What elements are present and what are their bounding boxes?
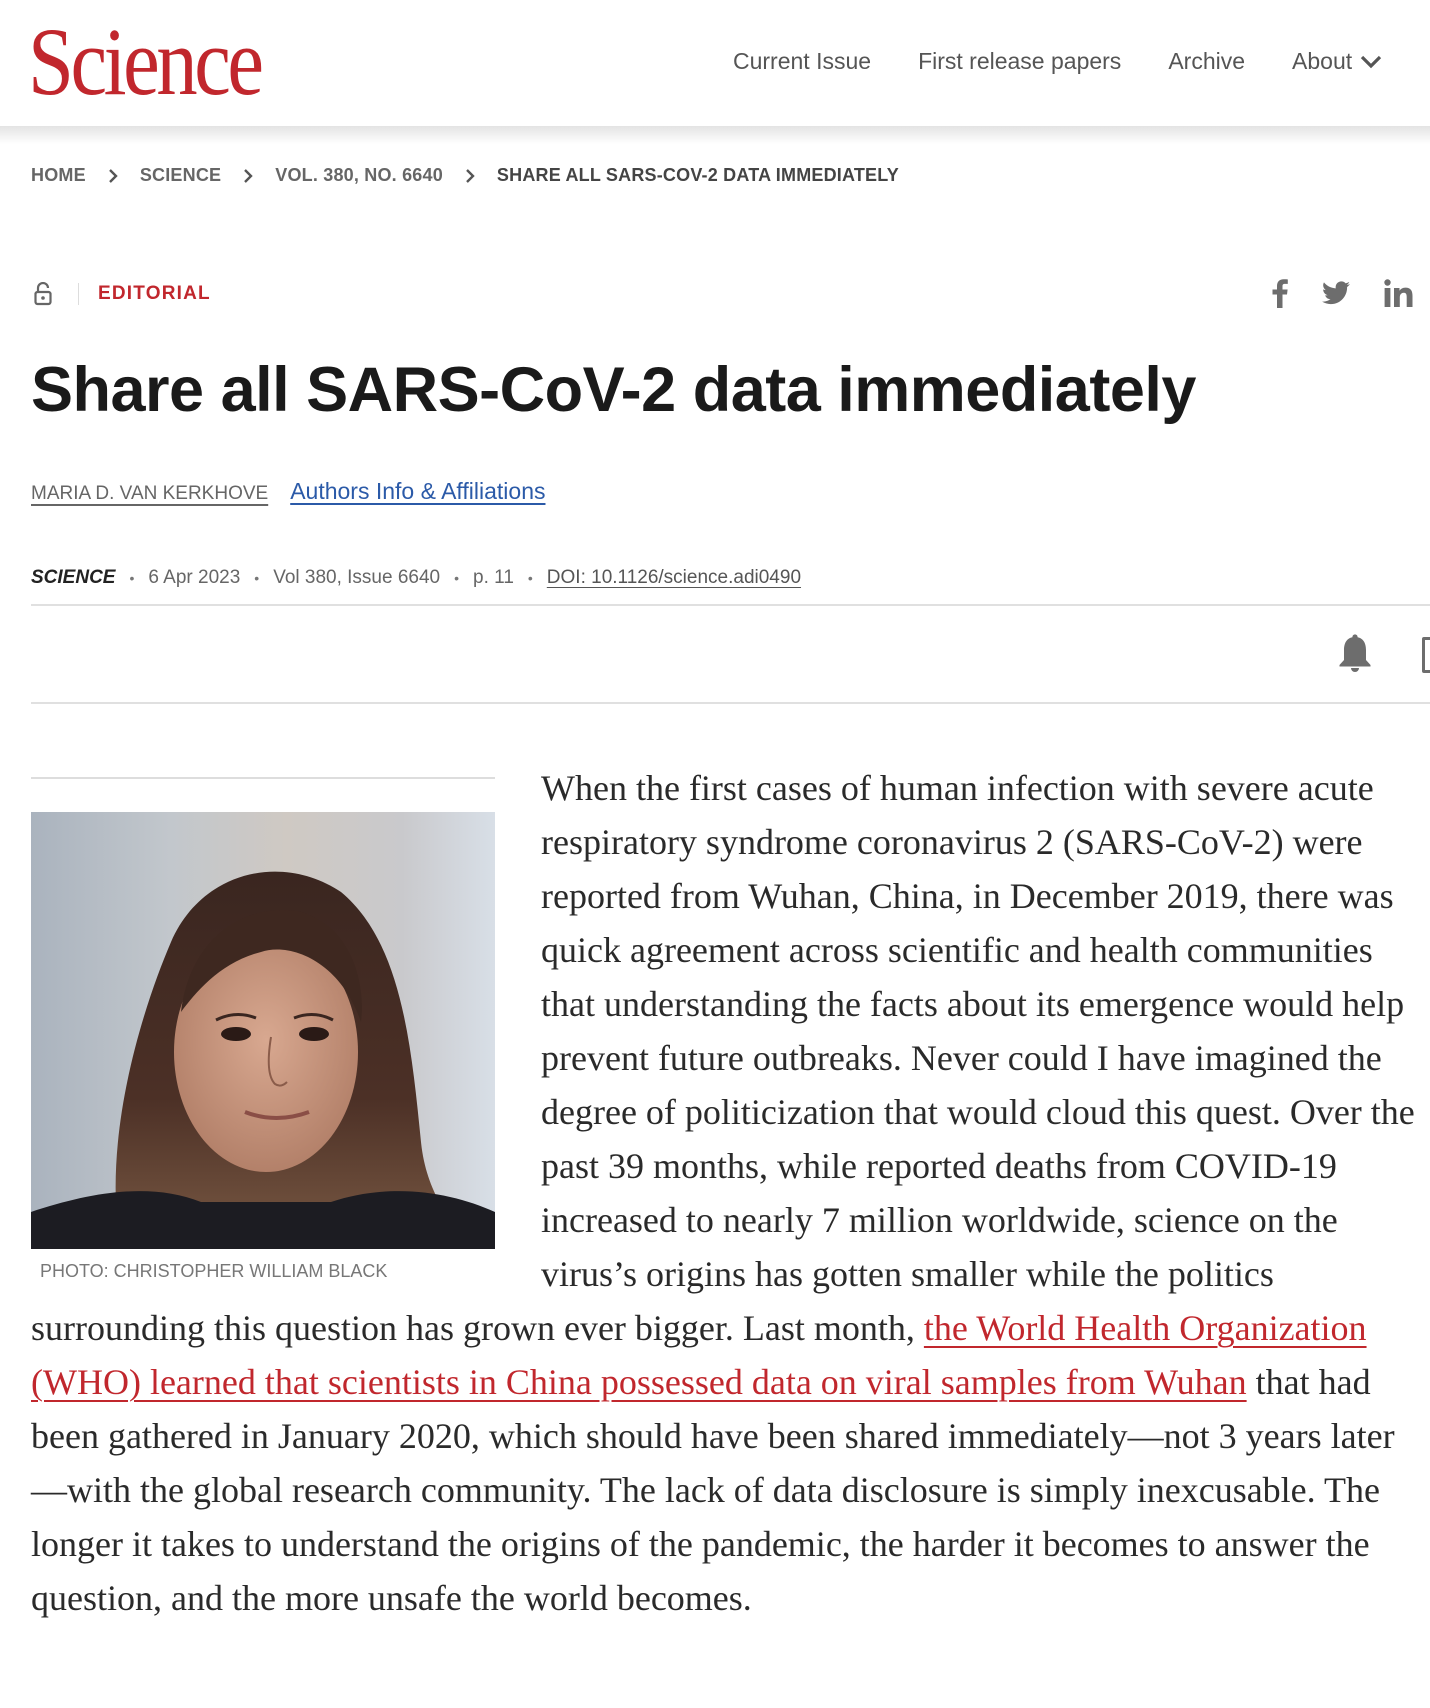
nav-label: Archive — [1168, 48, 1246, 74]
article-meta — [31, 567, 801, 589]
nav-first-release-papers[interactable] — [918, 48, 1121, 75]
divider — [31, 604, 1430, 606]
breadcrumb-science[interactable]: SCIENCE — [139, 165, 222, 185]
authors-row — [31, 478, 545, 505]
figure-space — [31, 761, 541, 1301]
divider — [78, 283, 79, 305]
volume-issue[interactable]: Vol 380, Issue 6640 — [273, 567, 441, 588]
photo-credit: PHOTO: CHRISTOPHER WILLIAM BLACK — [40, 1261, 388, 1281]
authors-info-link[interactable]: Authors Info & Affiliations — [290, 478, 546, 504]
author-link[interactable]: MARIA D. VAN KERKHOVE — [31, 483, 269, 504]
article-body — [31, 761, 1421, 1625]
chevron-down-icon — [1360, 55, 1382, 69]
main-nav — [733, 48, 1429, 75]
nav-label: About — [1292, 48, 1353, 74]
journal-name: SCIENCE — [31, 567, 116, 588]
separator-dot: • — [129, 570, 135, 586]
nav-about[interactable] — [1292, 48, 1382, 75]
body-text: that had been gathered in January 2020, which should have been shared immediately—not 3 years later—with the global research community. The lack of data disclosure is simply inexcusable. The longer it takes to understand the origins of the pandemic, the harder it becomes to answer the question, and the more unsafe the world becomes. — [31, 1362, 1395, 1618]
chevron-right-icon — [108, 168, 118, 184]
breadcrumb-home[interactable]: HOME — [31, 165, 86, 185]
chevron-right-icon — [465, 168, 475, 184]
bookmark-icon[interactable] — [1422, 637, 1430, 673]
twitter-icon[interactable] — [1322, 281, 1350, 305]
nav-current-issue[interactable] — [733, 48, 871, 75]
separator-dot: • — [527, 570, 533, 586]
site-header — [0, 0, 1430, 126]
nav-archive[interactable] — [1168, 48, 1245, 75]
article-category-row — [34, 282, 211, 306]
article-category[interactable]: EDITORIAL — [98, 283, 211, 304]
bell-icon[interactable] — [1338, 633, 1372, 678]
page-number: p. 11 — [473, 567, 514, 588]
divider — [31, 702, 1430, 704]
article-title: Share all SARS-CoV-2 data immediately — [31, 355, 1196, 425]
unlocked-icon — [34, 282, 52, 306]
share-bar — [1272, 278, 1430, 308]
science-logo[interactable]: Science — [28, 8, 261, 115]
breadcrumb-volume[interactable]: VOL. 380, NO. 6640 — [275, 165, 443, 185]
nav-label: First release papers — [918, 48, 1122, 74]
publication-date: 6 Apr 2023 — [148, 567, 241, 588]
facebook-icon[interactable] — [1272, 278, 1288, 308]
separator-dot: • — [254, 570, 260, 586]
linkedin-icon[interactable] — [1384, 279, 1414, 307]
chevron-right-icon — [243, 168, 253, 184]
doi-link[interactable]: DOI: 10.1126/science.adi0490 — [546, 567, 802, 588]
header-shadow — [0, 126, 1430, 144]
body-text: When the first cases of human infection with severe acute respiratory syndrome coronavirus 2 (SARS-CoV-2) were reported from Wuhan, China, in December 2019, there was quick agreement across scientific and health communities that understanding the facts about its emergence would help prevent future outbreaks. Never could I have imagined the degree of politicization that would cloud this quest. Over the past 39 months, while reported deaths from COVID-19 increased to nearly 7 million worldwide, science on the virus’s origins has gotten smaller while the politics surrounding this question has grown ever bigger. Last month, — [31, 768, 1415, 1348]
breadcrumb-current: SHARE ALL SARS-COV-2 DATA IMMEDIATELY — [496, 165, 900, 185]
separator-dot: • — [454, 570, 460, 586]
breadcrumb — [31, 165, 899, 186]
nav-label: Current Issue — [733, 48, 872, 74]
who-data-link[interactable]: the World Health Organization (WHO) learned that scientists in China possessed data on viral samples from Wuhan — [31, 1308, 1367, 1402]
